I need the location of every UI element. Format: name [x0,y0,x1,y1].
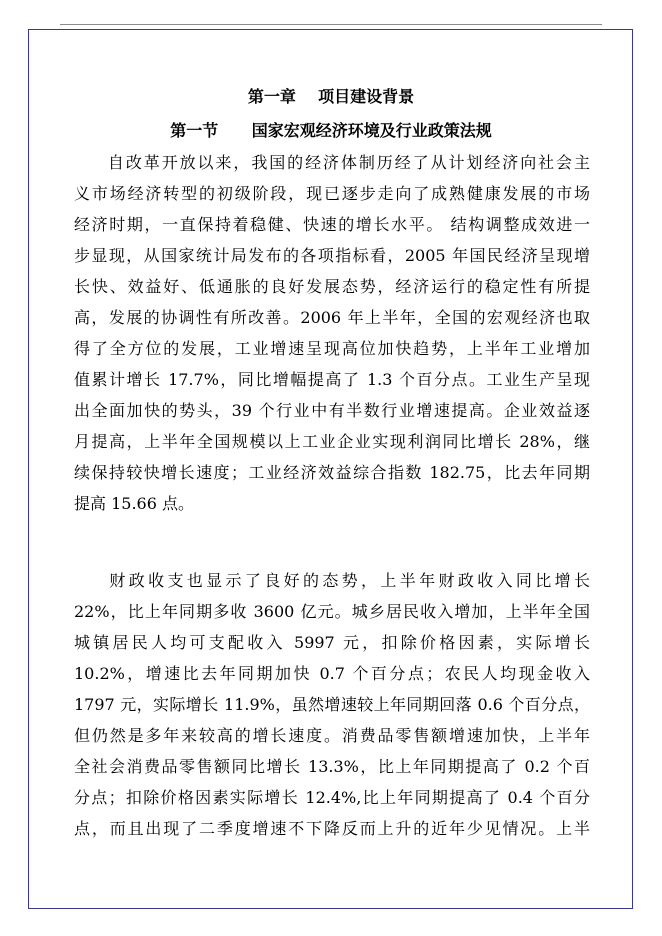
paragraph-2 [74,565,590,844]
section-title: 第一节 国家宏观经济环境及行业政策法规 [170,121,492,140]
paragraph-line: 高，发展的协调性有所改善。2006 年上半年，全国的宏观经济也取 [74,308,590,327]
paragraph-line: 财政收支也显示了良好的态势，上半年财政收入同比增长 [106,571,590,590]
paragraph-line: 提高 15.66 点。 [74,494,194,513]
paragraph-line: 经济时期，一直保持着稳健、快速的增长水平。 结构调整成效进一 [74,215,590,234]
paragraph-line: 全社会消费品零售额同比增长 13.3%，比上年同期提高了 0.2 个百 [74,757,590,776]
paragraph-line: 城镇居民人均可支配收入 5997 元，扣除价格因素，实际增长 [74,633,590,652]
paragraph-line: 出全面加快的势头，39 个行业中有半数行业增速提高。企业效益逐 [74,401,590,420]
header-rule [60,24,602,25]
paragraph-line: 分点；扣除价格因素实际增长 12.4%,比上年同期提高了 0.4 个百分 [74,788,590,807]
paragraph-line: 1797 元，实际增长 11.9%，虽然增速较上年同期回落 0.6 个百分点， [74,695,590,714]
paragraph-line: 自改革开放以来，我国的经济体制历经了从计划经济向社会主 [106,153,590,172]
paragraph-line: 义市场经济转型的初级阶段，现已逐步走向了成熟健康发展的市场 [74,184,590,203]
paragraph-line: 值累计增长 17.7%，同比增幅提高了 1.3 个百分点。工业生产呈现 [74,370,590,389]
paragraph-line: 续保持较快增长速度；工业经济效益综合指数 182.75，比去年同期 [74,463,590,482]
paragraph-line: 10.2%，增速比去年同期加快 0.7 个百分点；农民人均现金收入 [74,664,590,683]
paragraph-line: 得了全方位的发展，工业增速呈现高位加快趋势，上半年工业增加 [74,339,590,358]
paragraph-line: 但仍然是多年来较高的增长速度。消费品零售额增速加快，上半年 [74,726,590,745]
paragraph-line: 步显现，从国家统计局发布的各项指标看，2005 年国民经济呈现增 [74,246,590,265]
paragraph-line: 长快、效益好、低通胀的良好发展态势，经济运行的稳定性有所提 [74,277,590,296]
paragraph-line: 点，而且出现了二季度增速不下降反而上升的近年少见情况。上半 [74,819,590,838]
paragraph-line: 月提高，上半年全国规模以上工业企业实现利润同比增长 28%，继 [74,432,590,451]
paragraph-line: 22%，比上年同期多收 3600 亿元。城乡居民收入增加，上半年全国 [74,602,590,621]
chapter-title: 第一章 项目建设背景 [247,87,415,106]
paragraph-1 [74,147,590,519]
